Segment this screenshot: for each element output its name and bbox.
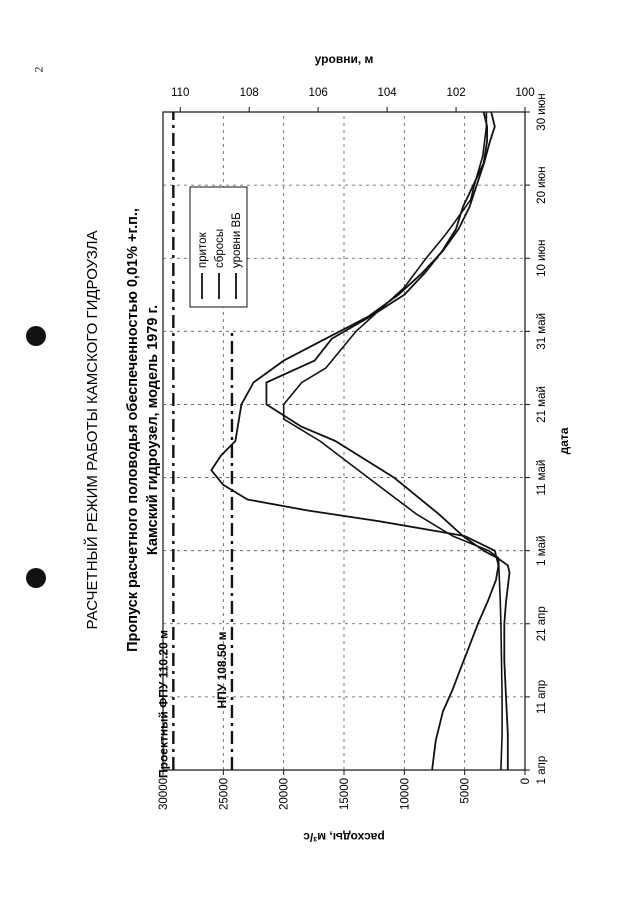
- y-tick-label-3: 15000: [339, 778, 351, 810]
- y-tick-label-6: 30000: [158, 778, 170, 810]
- legend-label-2: уровни ВБ: [231, 212, 243, 268]
- chart-title-line1: Пропуск расчетного половодья обеспеченностью 0,01% +г.п.,: [125, 208, 141, 652]
- legend: [190, 187, 247, 307]
- y2-tick-label-1: 102: [446, 87, 466, 99]
- document-header: РАСЧЕТНЫЙ РЕЖИМ РАБОТЫ КАМСКОГО ГИДРОУЗЛА: [84, 230, 101, 630]
- x-tick-label-5: 21 май: [536, 386, 548, 423]
- y-axis-right: [171, 87, 535, 112]
- y2-tick-label-2: 104: [377, 87, 397, 99]
- x-tick-label-3: 1 май: [536, 535, 548, 566]
- x-tick-label-2: 21 апр: [536, 606, 548, 642]
- x-tick-label-7: 10 июн: [536, 239, 548, 277]
- legend-label-0: приток: [197, 232, 209, 268]
- x-tick-label-8: 20 июн: [536, 166, 548, 204]
- series-line-1: [284, 112, 502, 770]
- y2-tick-label-3: 106: [308, 87, 328, 99]
- y2-tick-label-4: 108: [239, 87, 259, 99]
- page-number: 2: [31, 66, 46, 73]
- x-axis: [525, 93, 548, 784]
- x-tick-label-0: 1 апр: [536, 755, 548, 785]
- chart-root: [83, 52, 571, 844]
- y-axis-left: [158, 770, 532, 810]
- x-tick-label-4: 11 май: [536, 459, 548, 496]
- y-tick-label-5: 25000: [218, 778, 231, 810]
- series-line-0: [211, 112, 498, 770]
- y-tick-label-0: 0: [520, 778, 532, 785]
- x-tick-label-6: 31 май: [536, 312, 548, 350]
- x-tick-label-9: 30 июн: [536, 93, 548, 131]
- x-tick-label-1: 11 апр: [536, 679, 548, 714]
- y-tick-label-1: 5000: [459, 778, 472, 804]
- y2-tick-label-5: 110: [171, 87, 190, 99]
- y-tick-label-4: 20000: [278, 778, 291, 810]
- chart-title-line2: Камский гидроузел, модель 1979 г.: [145, 304, 161, 556]
- y2-axis-label: уровни, м: [314, 52, 374, 66]
- y2-tick-label-0: 100: [515, 87, 535, 99]
- y-tick-label-2: 10000: [399, 778, 412, 810]
- legend-label-1: сбросы: [214, 228, 226, 268]
- series-line-2: [266, 112, 509, 770]
- reference-line-label-1: НПУ 108.50 м: [214, 631, 229, 709]
- y-axis-label: расходы, м³/с: [303, 830, 385, 844]
- x-axis-label: дата: [557, 427, 571, 455]
- reference-line-label-0: Проектный ФПУ 110.20 м: [156, 630, 171, 778]
